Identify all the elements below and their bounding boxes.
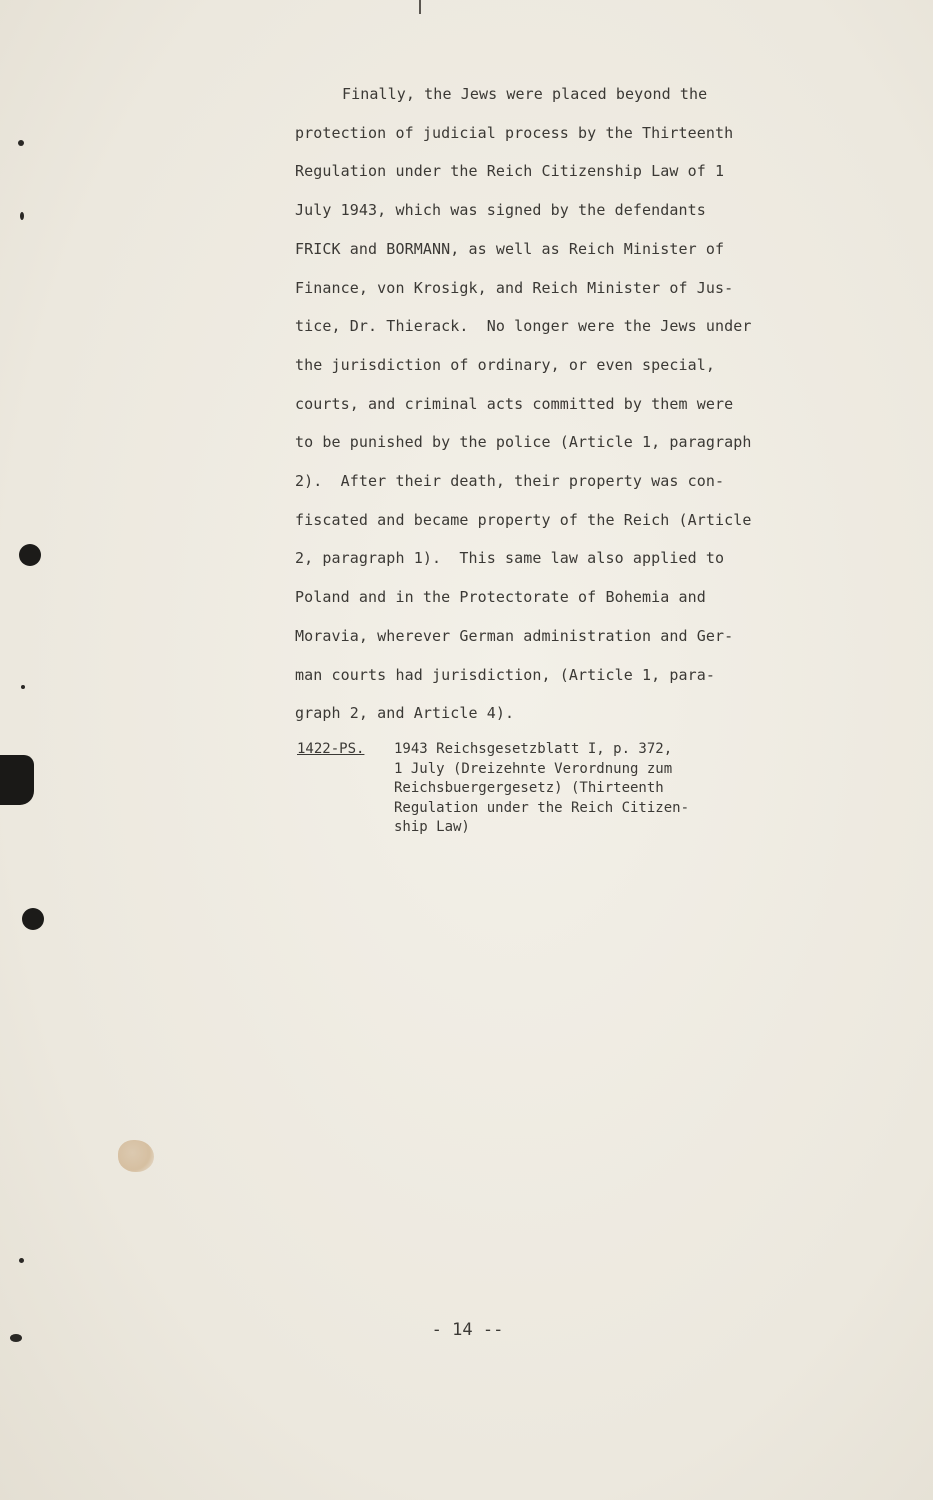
edge-mark (19, 1258, 24, 1263)
paragraph-line: fiscated and became property of the Reich (Article (295, 510, 752, 529)
body-paragraph (295, 75, 795, 733)
binder-clip (0, 755, 34, 805)
citation-line: 1 July (Dreizehnte Verordnung zum (394, 760, 673, 777)
page-number: - 14 -- (431, 1320, 504, 1340)
paragraph-line: 2). After their death, their property was con- (295, 472, 725, 491)
edge-mark (18, 140, 24, 146)
paragraph-line: man courts had jurisdiction, (Article 1, para- (295, 665, 716, 684)
edge-mark (20, 212, 24, 220)
paragraph-line: Moravia, wherever German administration and Ger- (295, 626, 734, 645)
paragraph-line: 2, paragraph 1). This same law also applied to (295, 549, 725, 568)
citation-line: Reichsbuergergesetz) (Thirteenth (394, 780, 664, 797)
paragraph-line: Regulation under the Reich Citizenship Law of 1 (295, 162, 725, 181)
paragraph-line: July 1943, which was signed by the defendants (295, 201, 706, 220)
document-reference: 1422-PS. (297, 741, 365, 757)
paragraph-line: FRICK and BORMANN, as well as Reich Minister of (295, 239, 725, 258)
citation-line: 1943 Reichsgesetzblatt I, p. 372, (394, 741, 673, 757)
edge-mark (21, 685, 25, 689)
paragraph-line: Finance, von Krosigk, and Reich Minister of Jus- (295, 278, 734, 297)
paragraph-line: the jurisdiction of ordinary, or even special, (295, 355, 716, 374)
punch-hole-top (19, 544, 41, 566)
paragraph-line: Poland and in the Protectorate of Bohemia and (295, 588, 706, 607)
top-mark (419, 0, 421, 14)
paragraph-line: Finally, the Jews were placed beyond the (342, 85, 708, 103)
paragraph-line: courts, and criminal acts committed by them were (295, 394, 734, 413)
paragraph-line: tice, Dr. Thierack. No longer were the Jews under (295, 317, 752, 336)
punch-hole-bottom (22, 908, 44, 930)
paper-stain (118, 1140, 154, 1172)
citation-line: ship Law) (394, 819, 470, 836)
citation-text (394, 740, 764, 838)
paragraph-line: graph 2, and Article 4). (295, 704, 515, 723)
citation-line: Regulation under the Reich Citizen- (394, 799, 690, 816)
paragraph-line: protection of judicial process by the Thirteenth (295, 123, 734, 142)
paragraph-line: to be punished by the police (Article 1, paragraph (295, 433, 752, 452)
